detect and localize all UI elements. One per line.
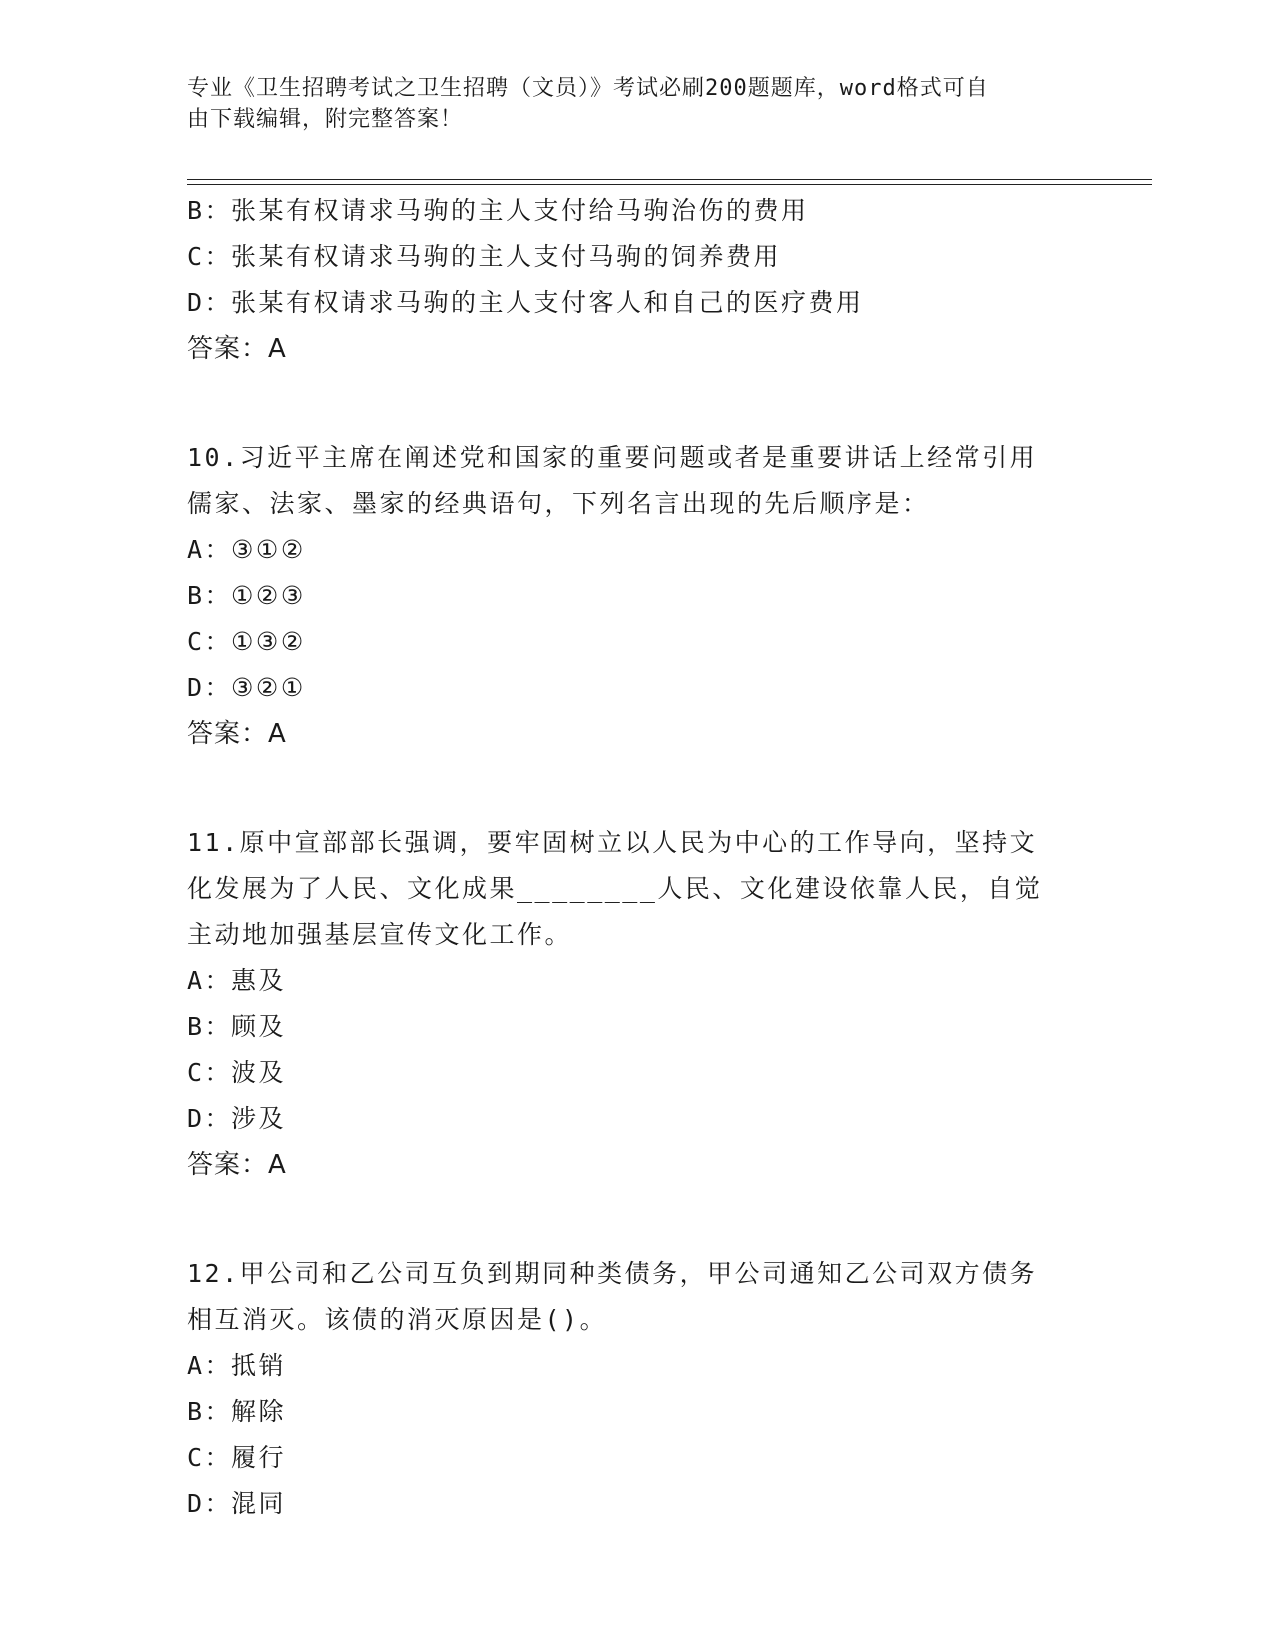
- option-text: 张某有权请求马驹的主人支付马驹的饲养费用: [231, 242, 782, 271]
- option-b: [187, 1004, 1087, 1050]
- option-key: D：: [187, 1104, 233, 1133]
- option-key: B：: [187, 1012, 233, 1041]
- option-b: [187, 188, 1087, 234]
- answer-line: 答案：A: [187, 719, 287, 749]
- option-a: [187, 1343, 1087, 1389]
- option-key: C：: [187, 242, 233, 271]
- option-c: [187, 619, 1087, 665]
- option-key: C：: [187, 1443, 233, 1472]
- option-text: ①②③: [231, 581, 306, 610]
- option-text: ③②①: [231, 673, 306, 702]
- option-key: A：: [187, 535, 233, 564]
- option-b: [187, 1389, 1087, 1435]
- option-text: 履行: [231, 1443, 287, 1472]
- option-text: 张某有权请求马驹的主人支付给马驹治伤的费用: [231, 196, 809, 225]
- option-text: 波及: [231, 1058, 287, 1087]
- option-text: 张某有权请求马驹的主人支付客人和自己的医疗费用: [231, 288, 864, 317]
- option-text: ①③②: [231, 627, 306, 656]
- question-11: [187, 820, 1087, 1188]
- option-text: 惠及: [231, 966, 287, 995]
- option-key: B：: [187, 581, 233, 610]
- option-text: 涉及: [231, 1104, 287, 1133]
- option-key: C：: [187, 1058, 233, 1087]
- option-c: [187, 1435, 1087, 1481]
- option-c: [187, 234, 1087, 280]
- question-stem-line: 10.习近平主席在阐述党和国家的重要问题或者是重要讲话上经常引用: [187, 443, 1038, 472]
- option-key: A：: [187, 966, 233, 995]
- answer-line: 答案：A: [187, 1150, 287, 1180]
- question-12: [187, 1251, 1087, 1527]
- option-a: [187, 527, 1087, 573]
- option-key: B：: [187, 196, 233, 225]
- option-key: D：: [187, 1489, 233, 1518]
- option-text: 抵销: [231, 1351, 287, 1380]
- option-key: B：: [187, 1397, 233, 1426]
- question-spacer: [187, 372, 1087, 435]
- document-header: [187, 73, 1067, 135]
- question-9: [187, 188, 1087, 372]
- option-d: [187, 1481, 1087, 1527]
- question-stem-line: 11.原中宣部部长强调，要牢固树立以人民为中心的工作导向，坚持文: [187, 828, 1038, 857]
- question-10: [187, 435, 1087, 757]
- header-line-2: 由下载编辑，附完整答案！: [187, 107, 464, 132]
- question-stem-line: 化发展为了人民、文化成果________人民、文化建设依靠人民，自觉: [187, 874, 1043, 903]
- option-text: 混同: [231, 1489, 287, 1518]
- question-spacer: [187, 757, 1087, 820]
- option-text: 顾及: [231, 1012, 287, 1041]
- option-d: [187, 1096, 1087, 1142]
- question-list: [187, 188, 1087, 1527]
- option-b: [187, 573, 1087, 619]
- option-d: [187, 665, 1087, 711]
- header-line-1: 专业《卫生招聘考试之卫生招聘（文员）》考试必刷200题题库，word格式可自: [187, 76, 989, 101]
- option-c: [187, 1050, 1087, 1096]
- header-divider-bottom: [187, 184, 1152, 185]
- option-text: 解除: [231, 1397, 287, 1426]
- option-d: [187, 280, 1087, 326]
- option-key: A：: [187, 1351, 233, 1380]
- option-key: D：: [187, 288, 233, 317]
- question-stem-line: 主动地加强基层宣传文化工作。: [187, 920, 573, 949]
- question-spacer: [187, 1188, 1087, 1251]
- question-stem-line: 相互消灭。该债的消灭原因是()。: [187, 1305, 608, 1334]
- option-text: ③①②: [231, 535, 306, 564]
- option-key: D：: [187, 673, 233, 702]
- option-key: C：: [187, 627, 233, 656]
- header-divider-top: [187, 179, 1152, 180]
- answer-line: 答案：A: [187, 334, 287, 364]
- option-a: [187, 958, 1087, 1004]
- question-stem-line: 12.甲公司和乙公司互负到期同种类债务，甲公司通知乙公司双方债务: [187, 1259, 1038, 1288]
- question-stem-line: 儒家、法家、墨家的经典语句，下列名言出现的先后顺序是：: [187, 489, 930, 518]
